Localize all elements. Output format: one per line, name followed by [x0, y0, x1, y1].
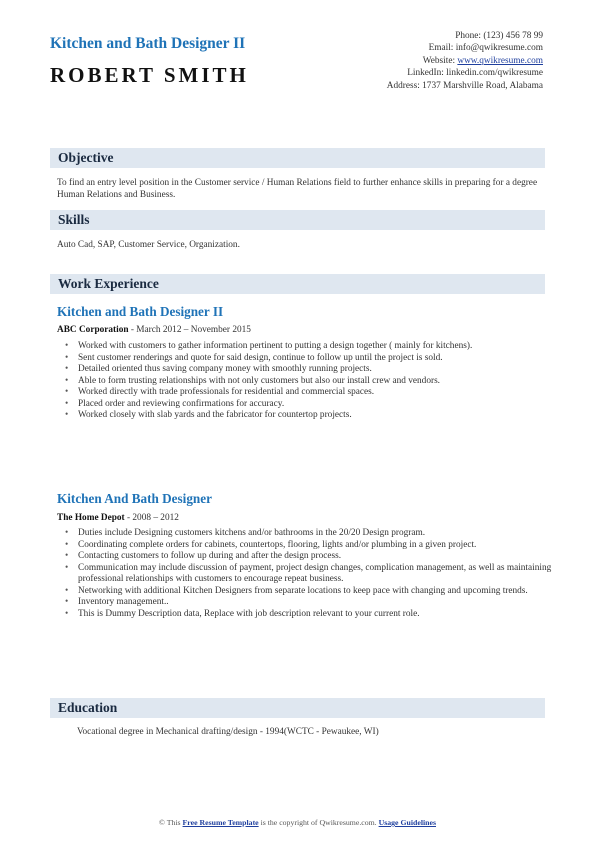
- free-resume-template-link[interactable]: Free Resume Template: [182, 818, 259, 827]
- work-experience-heading: Work Experience: [58, 276, 159, 291]
- resume-job-title: Kitchen and Bath Designer II: [50, 35, 246, 52]
- list-item: • Duties include Designing customers kitchens and/or bathrooms in the 20/20 Design program.: [78, 528, 554, 540]
- skills-section-header: [50, 210, 545, 230]
- list-item: • Detailed oriented thus saving company money with smoothly running projects.: [78, 364, 554, 376]
- footer-middle: is the copyright of Qwikresume.com.: [258, 818, 379, 827]
- list-item: • Communication may include discussion of payment, project design changes, complication management, as well as maintaining professional relationships with customers to encourage repeat business.: [78, 563, 554, 586]
- contact-email: Email: info@qwikresume.com: [428, 43, 543, 54]
- contact-address: Address: 1737 Marshville Road, Alabama: [386, 80, 543, 91]
- job-title: Kitchen and Bath Designer II: [57, 304, 224, 319]
- list-item: • Worked closely with slab yards and the fabricator for countertop projects.: [78, 410, 554, 422]
- list-item: • Placed order and reviewing confirmations for accuracy.: [78, 399, 554, 411]
- job-dates: - 2008 – 2012: [124, 513, 179, 523]
- list-item: • Worked directly with trade professionals for residential and commercial spaces.: [78, 387, 554, 399]
- candidate-name: ROBERT SMITH: [50, 63, 249, 87]
- footer-prefix: © This: [159, 818, 183, 827]
- education-text: Vocational degree in Mechanical drafting/design - 1994(WCTC - Pewaukee, WI): [77, 727, 379, 737]
- contact-linkedin: LinkedIn: linkedin.com/qwikresume: [407, 68, 543, 79]
- contact-phone: Phone: (123) 456 78 99: [455, 31, 543, 41]
- list-item: • Able to form trusting relationships with not only customers but also our install crew and vendors.: [78, 376, 554, 388]
- footer: [0, 818, 595, 827]
- job-dates: - March 2012 – November 2015: [128, 325, 251, 335]
- contact-block: [303, 30, 543, 92]
- list-item: • Sent customer renderings and quote for said design, continue to follow up until the project is sold.: [78, 353, 554, 365]
- objective-text: To find an entry level position in the Customer service / Human Relations field to further enhance skills in preparing for a degree Human Relations and Business.: [57, 178, 538, 200]
- skills-text: Auto Cad, SAP, Customer Service, Organization.: [57, 240, 240, 250]
- job-duties-list: [64, 528, 554, 620]
- list-item: • Coordinating complete orders for cabinets, countertops, flooring, lights and/or plumbing in a given project.: [78, 540, 554, 552]
- company-name: ABC Corporation: [57, 325, 129, 335]
- list-item: • This is Dummy Description data, Replace with job description relevant to your current role.: [78, 609, 554, 621]
- education-heading: Education: [58, 700, 118, 715]
- website-link[interactable]: www.qwikresume.com: [457, 55, 543, 66]
- job-company-line: [57, 325, 251, 335]
- list-item: • Inventory management..: [78, 597, 554, 609]
- contact-website: [303, 55, 543, 67]
- list-item: • Contacting customers to follow up during and after the design process.: [78, 551, 554, 563]
- work-experience-section-header: [50, 274, 545, 294]
- contact-website-label: Website:: [422, 55, 458, 66]
- education-section-header: [50, 698, 545, 718]
- list-item: • Networking with additional Kitchen Designers from separate locations to keep pace with changing and upcoming trends.: [78, 586, 554, 598]
- job-title: Kitchen And Bath Designer: [57, 491, 212, 506]
- objective-heading: Objective: [58, 150, 114, 165]
- skills-heading: Skills: [58, 212, 90, 227]
- job-company-line: [57, 513, 179, 523]
- job-duties-list: [64, 341, 554, 422]
- usage-guidelines-link[interactable]: Usage Guidelines: [378, 818, 436, 827]
- objective-section-header: [50, 148, 545, 168]
- company-name: The Home Depot: [57, 513, 125, 523]
- list-item: • Worked with customers to gather information pertinent to putting a design together ( mainly for kitchens).: [78, 341, 554, 353]
